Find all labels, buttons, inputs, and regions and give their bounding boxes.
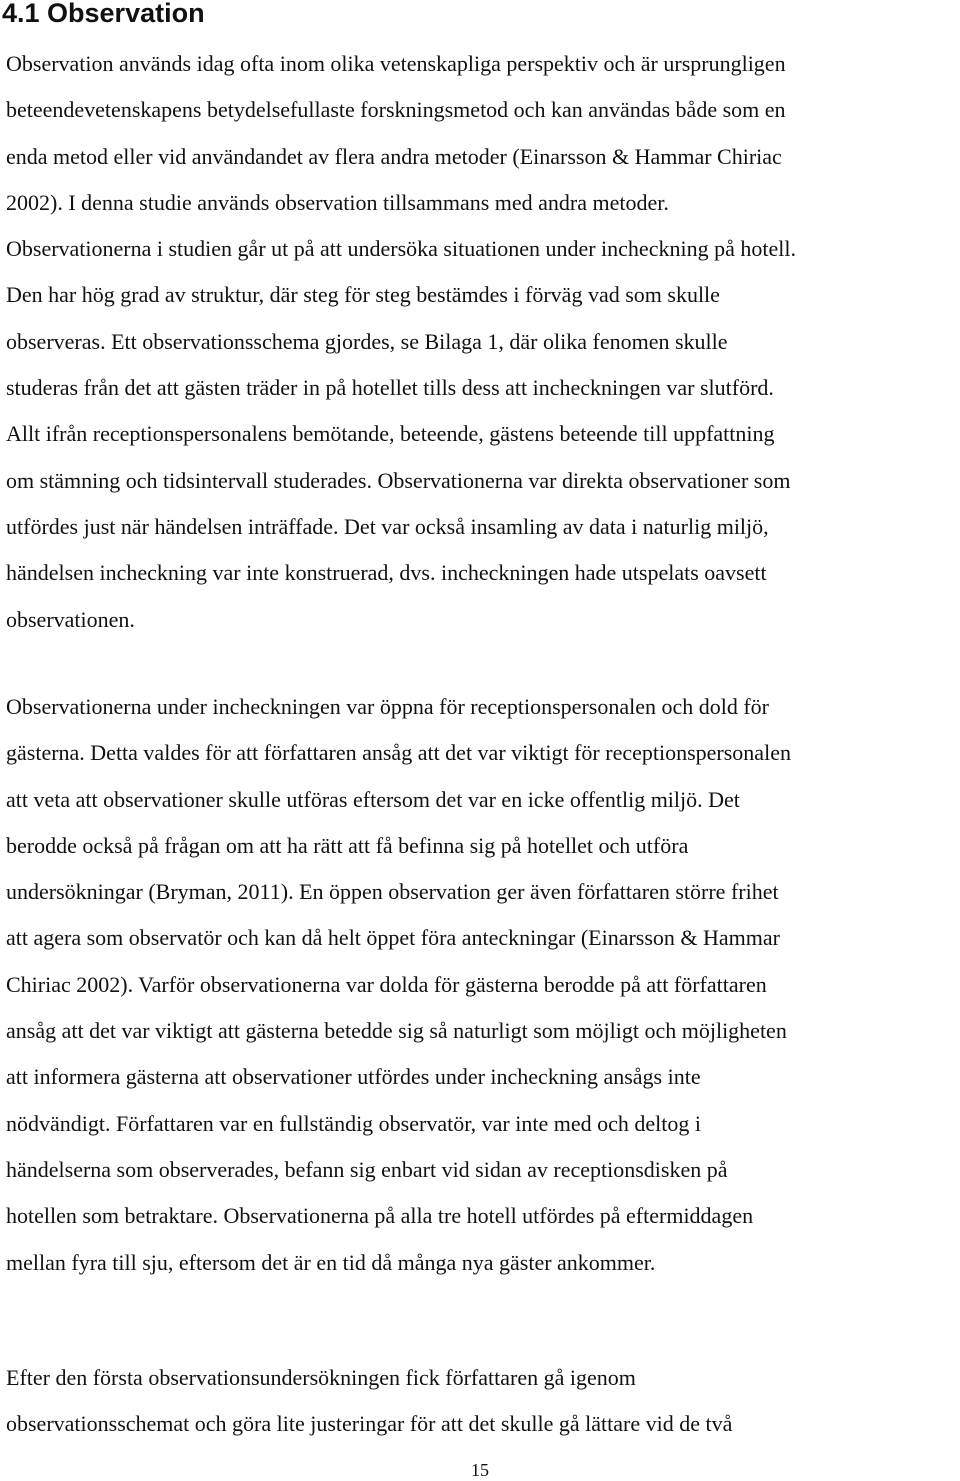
text-line: observationsschemat och göra lite justeringar för att det skulle gå lättare vid de två: [6, 1411, 733, 1437]
text-line: att agera som observatör och kan då helt öppet föra anteckningar (Einarsson & Hammar: [6, 925, 780, 951]
paragraph-open-hidden-observation: [6, 684, 791, 1286]
text-line: Chiriac 2002). Varför observationerna var dolda för gästerna berodde på att författaren: [6, 971, 767, 997]
text-line: Observation används idag ofta inom olika vetenskapliga perspektiv och är ursprungligen: [6, 51, 786, 76]
paragraph-schema-adjustment: [6, 1355, 732, 1448]
text-line: studeras från det att gästen träder in på hotellet tills dess att incheckningen var slutförd.: [6, 375, 774, 401]
text-line: Observationerna under incheckningen var öppna för receptionspersonalen och dold för: [6, 694, 769, 719]
text-line: 2002). I denna studie används observation tillsammans med andra metoder.: [6, 189, 669, 215]
section-heading: 4.1 Observation: [2, 0, 205, 28]
text-line: beteendevetenskapens betydelsefullaste forskningsmetod och kan användas både som en: [6, 97, 786, 123]
text-line: nödvändigt. Författaren var en fullständig observatör, var inte med och deltog i: [6, 1110, 701, 1136]
text-line: om stämning och tidsintervall studerades. Observationerna var direkta observationer som: [6, 467, 791, 493]
text-line: gästerna. Detta valdes för att författaren ansåg att det var viktigt för receptionspersonalen: [6, 740, 791, 766]
text-line: att informera gästerna att observationer utfördes under incheckning ansågs inte: [6, 1064, 701, 1090]
text-line: mellan fyra till sju, eftersom det är en tid då många nya gäster ankommer.: [6, 1249, 656, 1275]
text-line: ansåg att det var viktigt att gästerna betedde sig så naturligt som möjligt och möjligheten: [6, 1018, 787, 1044]
text-line: händelserna som observerades, befann sig enbart vid sidan av receptionsdisken på: [6, 1156, 728, 1182]
text-line: enda metod eller vid användandet av flera andra metoder (Einarsson & Hammar Chiriac: [6, 143, 782, 169]
page-number: 15: [471, 1460, 489, 1480]
paragraph-observation-method: [6, 41, 796, 643]
text-line: undersökningar (Bryman, 2011). En öppen observation ger även författaren större frihet: [6, 879, 779, 905]
text-line: Den har hög grad av struktur, där steg för steg bestämdes i förväg vad som skulle: [6, 282, 720, 308]
text-line: Observationerna i studien går ut på att undersöka situationen under incheckning på hotell.: [6, 236, 796, 262]
text-line: att veta att observationer skulle utföras eftersom det var en icke offentlig miljö. Det: [6, 786, 740, 812]
text-line: hotellen som betraktare. Observationerna på alla tre hotell utfördes på eftermiddagen: [6, 1203, 754, 1229]
text-line: observationen.: [6, 606, 135, 632]
text-line: händelsen incheckning var inte konstruerad, dvs. incheckningen hade utspelats oavsett: [6, 560, 767, 586]
text-line: utfördes just när händelsen inträffade. Det var också insamling av data i naturlig miljö,: [6, 513, 769, 539]
text-line: Efter den första observationsundersökningen fick författaren gå igenom: [6, 1365, 636, 1390]
text-line: observeras. Ett observationsschema gjordes, se Bilaga 1, där olika fenomen skulle: [6, 328, 728, 354]
text-line: Allt ifrån receptionspersonalens bemötande, beteende, gästens beteende till uppfattning: [6, 421, 775, 447]
text-line: berodde också på frågan om att ha rätt att få befinna sig på hotellet och utföra: [6, 832, 689, 858]
